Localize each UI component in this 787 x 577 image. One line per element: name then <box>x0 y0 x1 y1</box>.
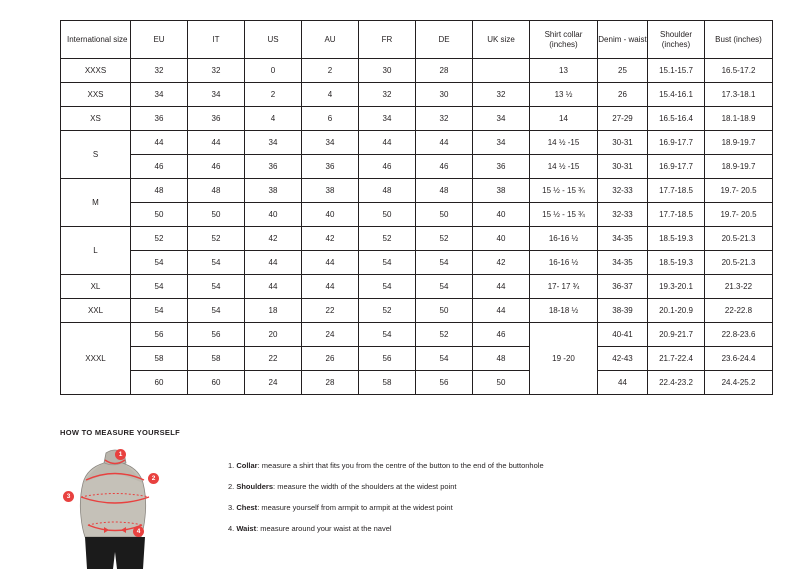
cell: 15 ½ - 15 ¾ <box>530 179 598 203</box>
cell: 44 <box>302 251 359 275</box>
column-header-au: AU <box>302 21 359 59</box>
cell: 36 <box>302 155 359 179</box>
table-row <box>61 347 773 371</box>
column-header-us: US <box>245 21 302 59</box>
cell: 30-31 <box>598 131 648 155</box>
cell: 13 ½ <box>530 83 598 107</box>
cell: 56 <box>131 323 188 347</box>
table-header <box>61 21 773 59</box>
cell: 22-22.8 <box>705 299 773 323</box>
step-label-collar: Collar <box>236 461 258 470</box>
measure-step-waist: 4. Waist: measure around your waist at the navel <box>228 524 392 534</box>
cell: 34-35 <box>598 227 648 251</box>
cell: 25 <box>598 59 648 83</box>
cell: 44 <box>302 275 359 299</box>
cell: 44 <box>473 275 530 299</box>
cell: 18.9-19.7 <box>705 155 773 179</box>
column-header-shoulder: Shoulder (inches) <box>648 21 705 59</box>
step-label-waist: Waist <box>236 524 257 534</box>
cell: 36 <box>131 107 188 131</box>
cell: 54 <box>131 275 188 299</box>
cell: 6 <box>302 107 359 131</box>
cell: 42-43 <box>598 347 648 371</box>
cell: 42 <box>245 227 302 251</box>
cell: 34 <box>302 131 359 155</box>
cell: 16.5-16.4 <box>648 107 705 131</box>
cell: 20.5-21.3 <box>705 227 773 251</box>
size-chart-table <box>60 20 773 395</box>
cell: 16-16 ½ <box>530 227 598 251</box>
cell: 4 <box>245 107 302 131</box>
column-header-it: IT <box>188 21 245 59</box>
step-text-collar: : measure a shirt that fits you from the centre of the button to the end of the buttonhole <box>257 461 544 470</box>
cell: 34 <box>245 131 302 155</box>
cell: 4 <box>302 83 359 107</box>
cell: 38-39 <box>598 299 648 323</box>
table-row <box>61 227 773 251</box>
cell: 46 <box>416 155 473 179</box>
cell: 48 <box>416 179 473 203</box>
cell: 54 <box>131 299 188 323</box>
cell: 36 <box>245 155 302 179</box>
cell: 16.5-17.2 <box>705 59 773 83</box>
cell: 18.1-18.9 <box>705 107 773 131</box>
cell: 30 <box>359 59 416 83</box>
step-label-shoulders: Shoulders <box>236 482 274 492</box>
cell: 38 <box>245 179 302 203</box>
table-row <box>61 323 773 347</box>
size-label-cell: XXS <box>61 83 131 107</box>
cell: 15 ½ - 15 ¾ <box>530 203 598 227</box>
size-label-cell: XXXL <box>61 323 131 395</box>
cell: 44 <box>598 371 648 395</box>
cell: 34-35 <box>598 251 648 275</box>
badge-2-shoulders: 2 <box>148 473 159 484</box>
table-row <box>61 155 773 179</box>
size-label-cell: L <box>61 227 131 275</box>
how-to-measure-section <box>60 428 760 567</box>
cell: 44 <box>473 299 530 323</box>
table-row <box>61 59 773 83</box>
cell: 24 <box>245 371 302 395</box>
cell: 17- 17 ¾ <box>530 275 598 299</box>
cell: 38 <box>302 179 359 203</box>
cell: 20.9-21.7 <box>648 323 705 347</box>
cell: 18 <box>245 299 302 323</box>
cell: 22.8-23.6 <box>705 323 773 347</box>
cell: 32 <box>131 59 188 83</box>
cell: 16-16 ½ <box>530 251 598 275</box>
cell: 40-41 <box>598 323 648 347</box>
table-row <box>61 251 773 275</box>
cell: 20.5-21.3 <box>705 251 773 275</box>
cell: 19.7- 20.5 <box>705 179 773 203</box>
cell: 48 <box>359 179 416 203</box>
cell: 32 <box>473 83 530 107</box>
cell: 46 <box>473 323 530 347</box>
cell: 54 <box>416 251 473 275</box>
cell <box>473 59 530 83</box>
cell: 26 <box>598 83 648 107</box>
measure-step-shoulders: 2. Shoulders: measure the width of the shoulders at the widest point <box>228 482 457 492</box>
cell: 44 <box>245 275 302 299</box>
cell: 44 <box>359 131 416 155</box>
cell: 32-33 <box>598 203 648 227</box>
step-label-chest: Chest <box>236 503 258 513</box>
cell: 30-31 <box>598 155 648 179</box>
size-label-cell: M <box>61 179 131 227</box>
cell: 44 <box>131 131 188 155</box>
cell: 34 <box>473 131 530 155</box>
table-row <box>61 203 773 227</box>
cell: 34 <box>131 83 188 107</box>
cell: 19.3-20.1 <box>648 275 705 299</box>
cell: 58 <box>131 347 188 371</box>
cell: 16.9-17.7 <box>648 155 705 179</box>
table-row <box>61 299 773 323</box>
cell: 30 <box>416 83 473 107</box>
cell: 36 <box>188 107 245 131</box>
cell: 21.7-22.4 <box>648 347 705 371</box>
cell: 0 <box>245 59 302 83</box>
cell: 44 <box>245 251 302 275</box>
cell: 50 <box>188 203 245 227</box>
cell: 18.5-19.3 <box>648 227 705 251</box>
cell: 56 <box>416 371 473 395</box>
cell: 46 <box>131 155 188 179</box>
cell: 52 <box>359 227 416 251</box>
badge-3-chest: 3 <box>63 491 74 502</box>
cell: 52 <box>131 227 188 251</box>
cell: 52 <box>416 323 473 347</box>
table-row <box>61 179 773 203</box>
size-label-cell: XXL <box>61 299 131 323</box>
cell: 20.1-20.9 <box>648 299 705 323</box>
cell: 14 ½ -15 <box>530 131 598 155</box>
cell: 36-37 <box>598 275 648 299</box>
cell: 28 <box>416 59 473 83</box>
cell: 16.9-17.7 <box>648 131 705 155</box>
cell: 44 <box>188 131 245 155</box>
table-row <box>61 107 773 131</box>
cell: 50 <box>416 299 473 323</box>
cell: 54 <box>131 251 188 275</box>
cell: 32 <box>188 59 245 83</box>
cell: 27-29 <box>598 107 648 131</box>
cell: 18.5-19.3 <box>648 251 705 275</box>
cell: 17.3-18.1 <box>705 83 773 107</box>
size-label-cell: XS <box>61 107 131 131</box>
cell: 2 <box>302 59 359 83</box>
cell: 50 <box>131 203 188 227</box>
cell: 54 <box>416 275 473 299</box>
step-text-chest: : measure yourself from armpit to armpit at the widest point <box>257 503 453 513</box>
cell: 32 <box>416 107 473 131</box>
cell: 54 <box>188 275 245 299</box>
cell: 42 <box>473 251 530 275</box>
cell: 58 <box>188 347 245 371</box>
column-header-uk-size: UK size <box>473 21 530 59</box>
cell: 18.9-19.7 <box>705 131 773 155</box>
cell-collar-merged: 19 -20 <box>530 323 598 395</box>
step-number-4: 4 <box>228 524 233 534</box>
cell: 36 <box>473 155 530 179</box>
cell: 48 <box>473 347 530 371</box>
measure-step-chest: 3. Chest: measure yourself from armpit to armpit at the widest point <box>228 503 453 513</box>
cell: 32-33 <box>598 179 648 203</box>
how-to-measure-body <box>60 447 760 567</box>
cell: 28 <box>302 371 359 395</box>
cell: 34 <box>188 83 245 107</box>
cell: 19.7- 20.5 <box>705 203 773 227</box>
cell: 18-18 ½ <box>530 299 598 323</box>
badge-4-waist: 4 <box>133 526 144 537</box>
step-text-waist: : measure around your waist at the navel <box>256 524 392 534</box>
cell: 54 <box>359 251 416 275</box>
cell: 32 <box>359 83 416 107</box>
measure-step-collar: 1. Collar: measure a shirt that fits you from the centre of the button to the end of the buttonhole <box>228 461 544 470</box>
table-row <box>61 275 773 299</box>
table-row <box>61 131 773 155</box>
cell: 48 <box>131 179 188 203</box>
step-text-shoulders: : measure the width of the shoulders at the widest point <box>273 482 457 492</box>
cell: 46 <box>188 155 245 179</box>
cell: 54 <box>188 251 245 275</box>
table-row <box>61 83 773 107</box>
cell: 23.6-24.4 <box>705 347 773 371</box>
cell: 21.3-22 <box>705 275 773 299</box>
column-header-shirt-collar: Shirt collar (inches) <box>530 21 598 59</box>
size-label-cell: S <box>61 131 131 179</box>
cell: 60 <box>188 371 245 395</box>
mannequin-illustration <box>60 447 170 572</box>
step-number-3: 3 <box>228 503 233 513</box>
cell: 40 <box>245 203 302 227</box>
cell: 15.1-15.7 <box>648 59 705 83</box>
cell: 54 <box>359 323 416 347</box>
table-row <box>61 371 773 395</box>
how-to-measure-title: HOW TO MEASURE YOURSELF <box>60 428 180 437</box>
cell: 50 <box>416 203 473 227</box>
cell: 38 <box>473 179 530 203</box>
badge-1-collar: 1 <box>115 449 126 460</box>
step-number-1: 1 <box>228 461 233 470</box>
cell: 22.4-23.2 <box>648 371 705 395</box>
cell: 22 <box>302 299 359 323</box>
column-header-de: DE <box>416 21 473 59</box>
table-header-row <box>61 21 773 59</box>
measure-steps-list <box>228 447 544 546</box>
cell: 24.4-25.2 <box>705 371 773 395</box>
cell: 14 ½ -15 <box>530 155 598 179</box>
size-label-cell: XL <box>61 275 131 299</box>
cell: 52 <box>416 227 473 251</box>
cell: 46 <box>359 155 416 179</box>
cell: 56 <box>359 347 416 371</box>
cell: 52 <box>188 227 245 251</box>
cell: 50 <box>473 371 530 395</box>
cell: 50 <box>359 203 416 227</box>
cell: 52 <box>359 299 416 323</box>
table-body <box>61 59 773 395</box>
cell: 34 <box>473 107 530 131</box>
cell: 44 <box>416 131 473 155</box>
cell: 42 <box>302 227 359 251</box>
cell: 40 <box>302 203 359 227</box>
cell: 24 <box>302 323 359 347</box>
cell: 54 <box>416 347 473 371</box>
cell: 14 <box>530 107 598 131</box>
cell: 60 <box>131 371 188 395</box>
cell: 58 <box>359 371 416 395</box>
step-number-2: 2 <box>228 482 233 492</box>
cell: 17.7-18.5 <box>648 203 705 227</box>
cell: 2 <box>245 83 302 107</box>
size-label-cell: XXXS <box>61 59 131 83</box>
mannequin-figure <box>60 447 170 567</box>
column-header-bust: Bust (inches) <box>705 21 773 59</box>
column-header-fr: FR <box>359 21 416 59</box>
cell: 48 <box>188 179 245 203</box>
cell: 15.4-16.1 <box>648 83 705 107</box>
cell: 22 <box>245 347 302 371</box>
cell: 54 <box>188 299 245 323</box>
cell: 26 <box>302 347 359 371</box>
cell: 17.7-18.5 <box>648 179 705 203</box>
cell: 40 <box>473 227 530 251</box>
column-header-international-size: International size <box>61 21 131 59</box>
cell: 34 <box>359 107 416 131</box>
cell: 56 <box>188 323 245 347</box>
cell: 20 <box>245 323 302 347</box>
column-header-denim-waist: Denim - waist <box>598 21 648 59</box>
cell: 40 <box>473 203 530 227</box>
cell: 54 <box>359 275 416 299</box>
cell: 13 <box>530 59 598 83</box>
column-header-eu: EU <box>131 21 188 59</box>
